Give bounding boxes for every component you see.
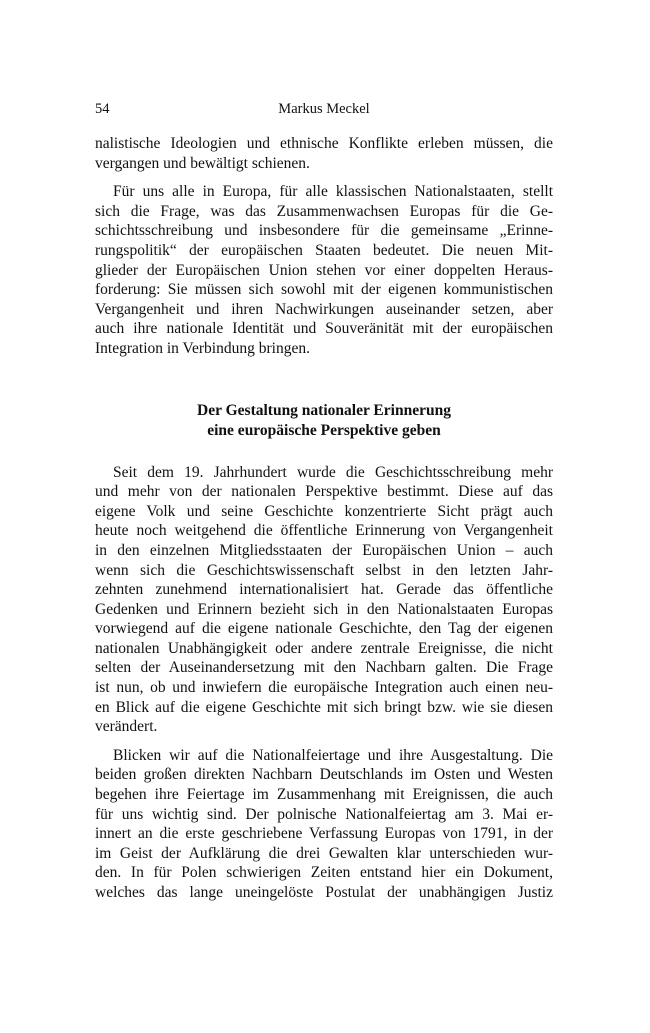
paragraph-continuation [95,134,553,173]
paragraph-national-holidays [95,746,553,903]
text-line: und mehr von der nationalen Perspektive bestimmt. Diese auf das [95,483,553,501]
text-line: nalistische Ideologien und ethnische Konflikte erleben müssen, die [95,135,553,152]
text-line: welches das lange uneingelöste Postulat der unabhängigen Justiz [95,884,553,901]
text-line: rungspolitik“ der europäischen Staaten bedeutet. Die neuen Mit- [95,241,553,259]
running-title: Markus Meckel [278,101,370,117]
text-line: en Blick auf die eigene Geschichte mit sich bringt bzw. wie sie diesen [95,698,553,716]
text-line: zehnten zunehmend internationalisiert hat. Gerade das öffentliche [95,581,553,599]
text-line: beiden großen direkten Nachbarn Deutschlands im Osten und Westen [95,766,553,784]
text-line: Seit dem 19. Jahrhundert wurde die Geschichtsschreibung mehr [113,463,553,481]
text-line: glieder der Europäischen Union stehen vor einer doppelten Heraus- [95,261,553,279]
text-line: den. In für Polen schwierigen Zeiten entstand hier ein Dokument, [95,864,553,882]
section-heading [95,401,553,441]
text-line: verändert. [95,718,158,736]
text-line: Integration in Verbindung bringen. [95,339,310,357]
text-line: ist nun, ob und inwiefern die europäische Integration auch einen neu- [95,679,553,697]
text-line: innert an die erste geschriebene Verfassung Europas von 1791, in der [95,825,553,843]
text-line: Für uns alle in Europa, für alle klassischen Nationalstaaten, stellt [113,183,553,201]
text-line: im Geist der Aufklärung die drei Gewalten klar unterschieden wur- [95,844,553,862]
running-header [95,98,553,120]
text-line: sich die Frage, was das Zusammenwachsen Europas für die Ge- [95,202,553,220]
text-line: schichtsschreibung und insbesondere für die gemeinsame „Erinne- [95,222,553,240]
text-line: auch ihre nationale Identität und Souveränität mit der europäischen [95,320,553,338]
paragraph-national-perspective [95,463,553,737]
text-line: heute noch weitgehend die öffentliche Erinnerung von Vergangenheit [95,522,553,540]
text-line: selten der Auseinandersetzung mit den Nachbarn galten. Die Frage [95,659,553,677]
text-line: Gedenken und Erinnern bezieht sich in den Nationalstaaten Europas [95,600,553,618]
text-line: Vergangenheit und ihren Nachwirkungen auseinander setzen, aber [95,300,553,318]
text-line: in den einzelnen Mitgliedsstaaten der Europäischen Union – auch [95,541,553,559]
text-line: Blicken wir auf die Nationalfeiertage und ihre Ausgestaltung. Die [113,746,553,764]
text-line: nationalen Unabhängigkeit oder andere zentrale Ereignisse, die nicht [95,639,553,657]
text-line: für uns wichtig sind. Der polnische Nationalfeiertag am 3. Mai er- [95,805,553,823]
text-line: wenn sich die Geschichtswissenschaft selbst in den letzten Jahr- [95,561,553,579]
text-line: eigene Volk und seine Geschichte konzentrierte Sicht prägt auch [95,502,553,520]
text-line: begehen ihre Feiertage im Zusammenhang mit Ereignissen, die auch [95,786,553,804]
page-number: 54 [95,101,110,117]
section-heading-line-1: Der Gestaltung nationaler Erinnerung [197,401,451,419]
text-line: forderung: Sie müssen sich sowohl mit der eigenen kommunistischen [95,281,553,299]
book-page [95,98,553,903]
text-line: vergangen und bewältigt schienen. [95,154,310,172]
paragraph-europe-question [95,182,553,358]
text-line: vorwiegend auf die eigene nationale Geschichte, den Tag der eigenen [95,620,553,638]
section-heading-line-2: eine europäische Perspektive geben [207,421,441,439]
